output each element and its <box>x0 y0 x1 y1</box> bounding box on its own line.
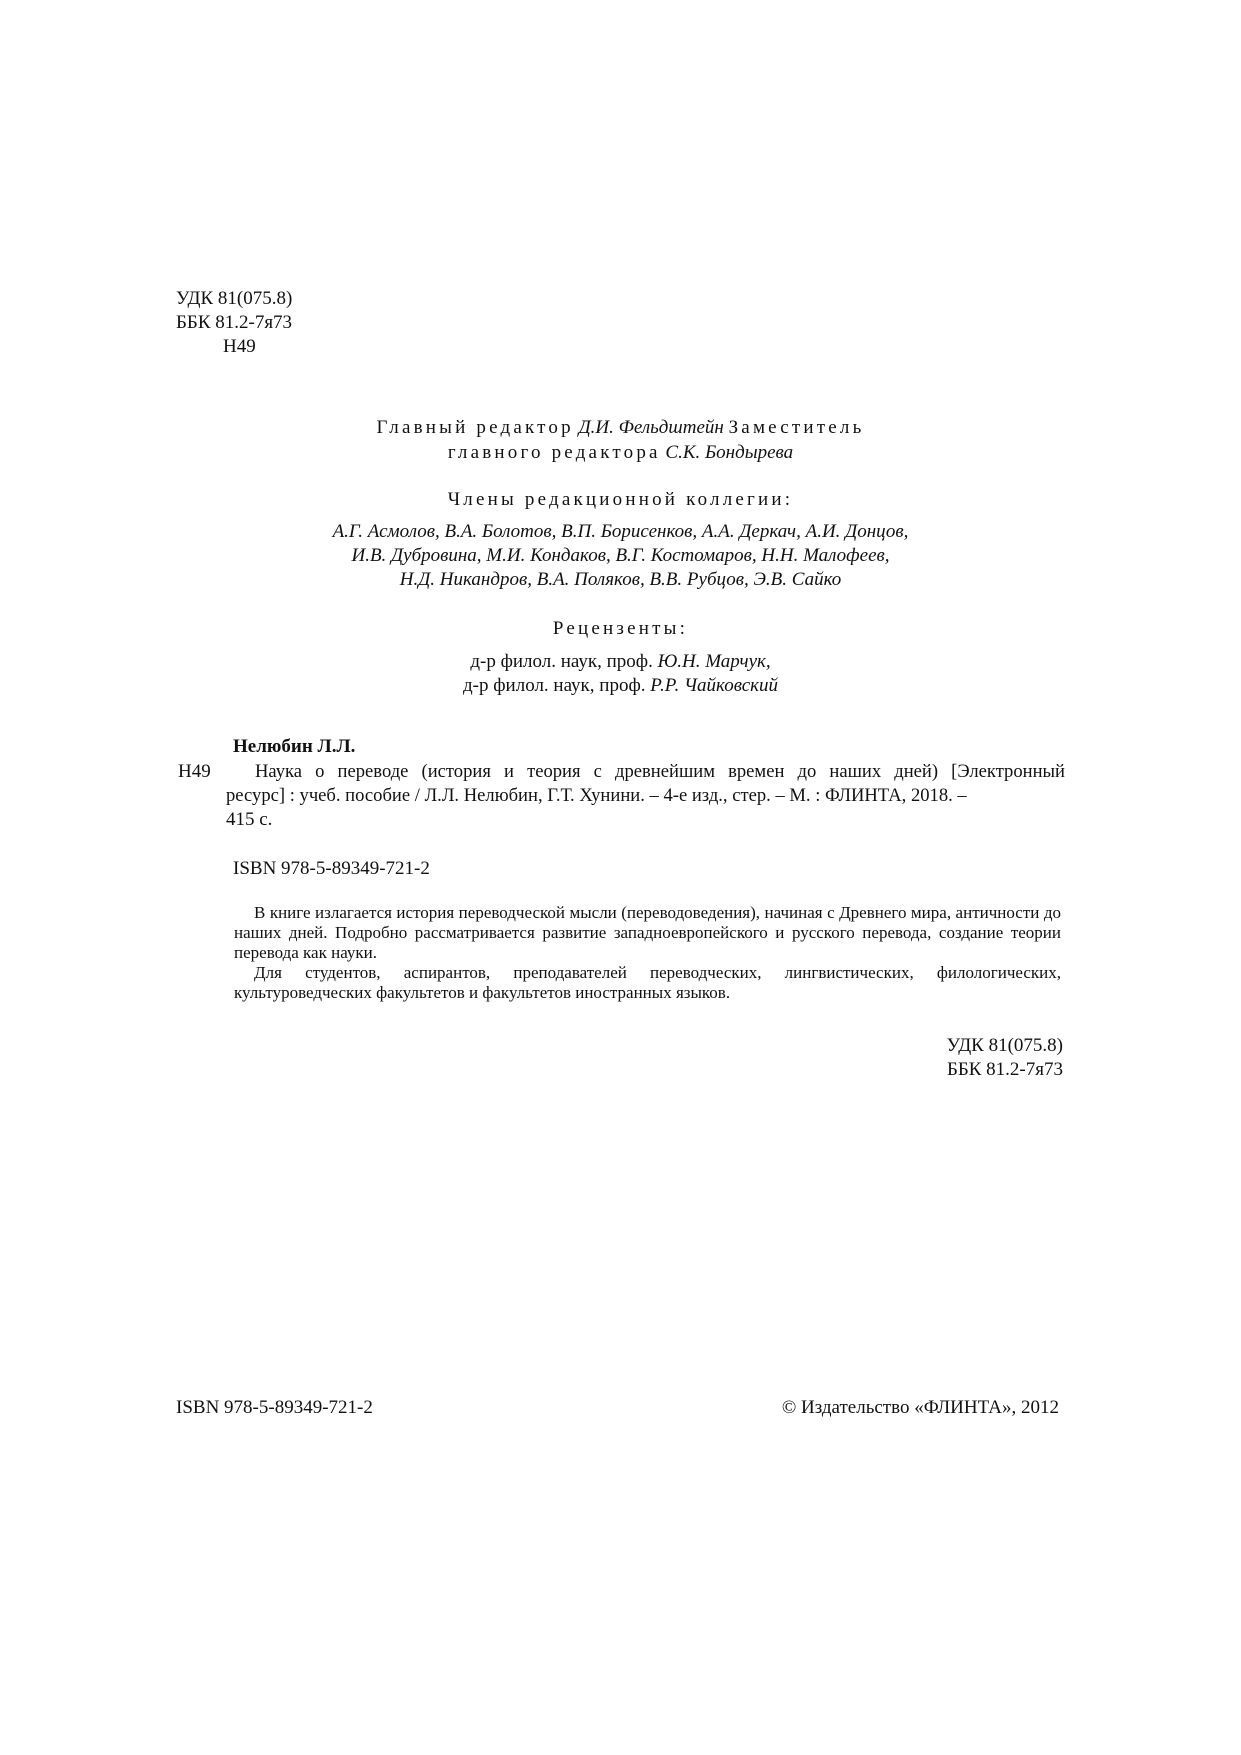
deputy-editor-label-2: главного редактора <box>447 442 661 463</box>
reviewer-line <box>0 650 1241 674</box>
book-author: Нелюбин Л.Л. <box>233 736 356 757</box>
reviewer-name: Ю.Н. Марчук, <box>657 651 771 672</box>
board-line: Н.Д. Никандров, В.А. Поляков, В.В. Рубцов, Э.В. Сайко <box>399 569 842 590</box>
book-title-line-1: Наука о переводе (история и теория с древнейшим времен до наших дней) [Электронный <box>255 761 1065 782</box>
board-label: Члены редакционной коллегии: <box>447 489 794 510</box>
editorial-chief-line <box>0 416 1241 440</box>
footer-isbn: ISBN 978-5-89349-721-2 <box>176 1397 373 1418</box>
book-author-mark: Н49 <box>178 761 211 782</box>
editorial-deputy-line <box>0 441 1241 465</box>
annotation <box>234 903 1061 1003</box>
annotation-paragraph: В книге излагается история переводческой мысли (переводоведения), начиная с Древнего мира, античности до наших дней. Подробно рассматривается развитие западноевропейского и русского перевода, создание теории перевода как науки. <box>234 903 1061 962</box>
reviewer-line <box>0 674 1241 698</box>
book-title-line-3: 415 с. <box>226 809 273 830</box>
copyright: © Издательство «ФЛИНТА», 2012 <box>781 1397 1059 1418</box>
bbk-code: ББК 81.2-7я73 <box>176 312 293 333</box>
reviewer-name: Р.Р. Чайковский <box>650 675 779 696</box>
reviewers-label: Рецензенты: <box>552 618 689 639</box>
udk-code: УДК 81(075.8) <box>176 288 293 309</box>
reviewer-title: д-р филол. наук, проф. <box>470 651 653 672</box>
deputy-editor-label-1: Заместитель <box>728 417 865 438</box>
author-mark: Н49 <box>223 336 256 357</box>
annotation-paragraph: Для студентов, аспирантов, преподавателей переводческих, лингвистических, филологических, культуроведческих факультетов и факультетов иностранных языков. <box>234 963 1061 1002</box>
deputy-editor-name: С.К. Бондырева <box>665 442 794 463</box>
board-line: А.Г. Асмолов, В.А. Болотов, В.П. Борисенков, А.А. Деркач, А.И. Донцов, <box>332 521 909 542</box>
book-title-line-2: ресурс] : учеб. пособие / Л.Л. Нелюбин, Г.Т. Хунини. – 4-е изд., стер. – М. : ФЛИНТА, 2018. – <box>226 785 967 806</box>
reviewer-title: д-р филол. наук, проф. <box>462 675 646 696</box>
chief-editor-label: Главный редактор <box>376 417 574 438</box>
udk-code-right: УДК 81(075.8) <box>946 1035 1063 1056</box>
chief-editor-name: Д.И. Фельдштейн <box>578 417 724 438</box>
book-isbn: ISBN 978-5-89349-721-2 <box>233 858 430 879</box>
bbk-code-right: ББК 81.2-7я73 <box>946 1059 1063 1080</box>
board-line: И.В. Дубровина, М.И. Кондаков, В.Г. Костомаров, Н.Н. Малофеев, <box>351 545 890 566</box>
